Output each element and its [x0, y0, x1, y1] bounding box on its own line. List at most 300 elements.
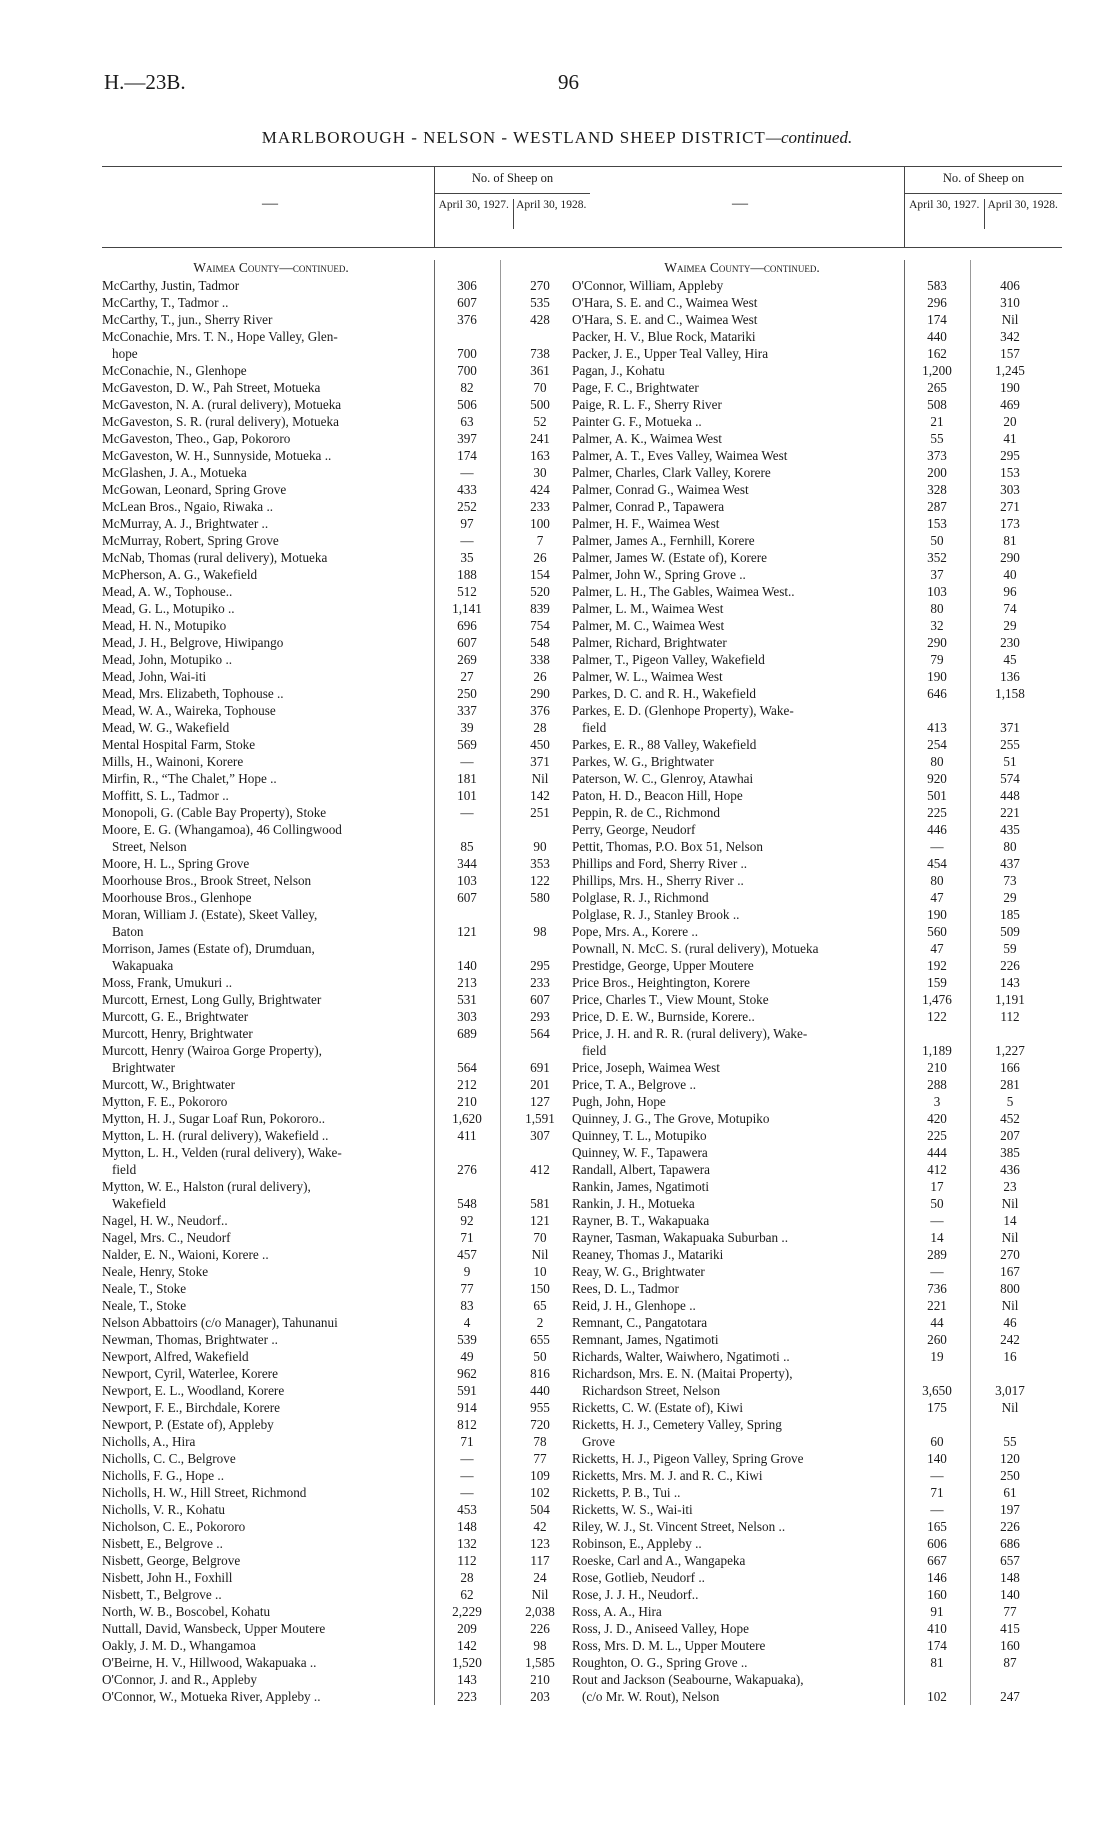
- owner-name: [102, 1178, 424, 1212]
- sheep-count-1927: 47: [930, 890, 944, 905]
- owner-name: [572, 923, 894, 940]
- sheep-count-1928: 142: [530, 788, 550, 803]
- table-row: [572, 1535, 1062, 1552]
- sheep-count-1927: 252: [457, 499, 477, 514]
- sheep-count-1928: 81: [1003, 533, 1017, 548]
- table-row: [102, 515, 590, 532]
- sheep-count-1928: 96: [1003, 584, 1017, 599]
- sheep-count-1927: 14: [930, 1230, 944, 1245]
- owner-name: [572, 600, 894, 617]
- sheep-count-1928: 90: [533, 839, 547, 854]
- table-row: [102, 1365, 590, 1382]
- sheep-count-1928: 290: [530, 686, 550, 701]
- owner-name: [102, 532, 424, 549]
- owner-name-text: Rees, D. L., Tadmor: [572, 1281, 679, 1296]
- owner-name: [102, 940, 424, 974]
- sheep-count-1927: 700: [457, 346, 477, 361]
- table-row: [102, 974, 590, 991]
- table-row: [102, 804, 590, 821]
- sheep-count-1928: Nil: [1001, 1298, 1019, 1313]
- owner-name-text: McGaveston, W. H., Sunnyside, Motueka ..: [102, 448, 332, 463]
- owner-name: [572, 1654, 894, 1671]
- sheep-count-1927: 80: [930, 601, 944, 616]
- sheep-count-1927: 77: [460, 1281, 474, 1296]
- owner-name: [102, 1637, 424, 1654]
- sheep-count-1928: 50: [533, 1349, 547, 1364]
- table-row: [572, 1195, 1062, 1212]
- table-row: [102, 481, 590, 498]
- table-row: [572, 957, 1062, 974]
- sheep-count-1927: 50: [930, 533, 944, 548]
- owner-name-text: Newport, Alfred, Wakefield: [102, 1349, 249, 1364]
- table-row: [102, 719, 590, 736]
- sheep-count-1928: 26: [533, 550, 547, 565]
- sheep-count-1928: 42: [533, 1519, 547, 1534]
- table-row: [102, 1076, 590, 1093]
- sheep-count-header: [904, 167, 1062, 247]
- sheep-count-1927: —: [460, 1485, 474, 1500]
- sheep-count-1927: 3,650: [922, 1383, 952, 1398]
- sheep-count-1927: 60: [930, 1434, 944, 1449]
- sheep-count-1927: 2,229: [452, 1604, 482, 1619]
- owner-name: [572, 651, 894, 668]
- table-row: [572, 413, 1062, 430]
- table-row: [102, 379, 590, 396]
- owner-name-text: Rankin, J. H., Motueka: [572, 1196, 695, 1211]
- sheep-count-1928: 424: [530, 482, 550, 497]
- table-row: [572, 1059, 1062, 1076]
- owner-name: [102, 1620, 424, 1637]
- owner-name-text: Moorhouse Bros., Glenhope: [102, 890, 252, 905]
- sheep-count-1927: 512: [457, 584, 477, 599]
- owner-name-text: O'Beirne, H. V., Hillwood, Wakapuaka ..: [102, 1655, 317, 1670]
- sheep-count-1928: 839: [530, 601, 550, 616]
- table-row: [102, 889, 590, 906]
- owner-name-text: Nagel, Mrs. C., Neudorf: [102, 1230, 231, 1245]
- sheep-count-1927: 81: [930, 1655, 944, 1670]
- owner-name: [102, 1127, 424, 1144]
- table-row: [102, 753, 590, 770]
- right-column-table: [572, 166, 1062, 1705]
- sheep-count-1928: 226: [530, 1621, 550, 1636]
- table-row: [572, 515, 1062, 532]
- sheep-count-1928: 436: [1000, 1162, 1020, 1177]
- owner-name-text: Palmer, Conrad G., Waimea West: [572, 482, 749, 497]
- owner-name: [572, 940, 894, 957]
- owner-name-text: Perry, George, Neudorf: [572, 822, 696, 837]
- table-row: [572, 464, 1062, 481]
- sheep-count-1928: 20: [1003, 414, 1017, 429]
- owner-name: [572, 1025, 894, 1059]
- sheep-count-1928: 242: [1000, 1332, 1020, 1347]
- sheep-count-1928: 5: [1006, 1094, 1014, 1109]
- owner-name: [572, 1348, 894, 1365]
- sheep-count-1927: 143: [457, 1672, 477, 1687]
- table-row: [572, 447, 1062, 464]
- sheep-count-1927: 32: [930, 618, 944, 633]
- owner-name: [572, 1263, 894, 1280]
- owner-name: [102, 991, 424, 1008]
- sheep-count-1928: Nil: [531, 771, 549, 786]
- sheep-count-1928: 247: [1000, 1689, 1020, 1704]
- county-subtitle: Waimea County—continued.: [193, 260, 349, 275]
- table-row: [102, 294, 590, 311]
- sheep-count-1927: 287: [927, 499, 947, 514]
- table-row: [572, 566, 1062, 583]
- sheep-count-1927: 306: [457, 278, 477, 293]
- owner-name: [572, 804, 894, 821]
- owner-name: [102, 396, 424, 413]
- owner-name-text: McGaveston, D. W., Pah Street, Motueka: [102, 380, 321, 395]
- sheep-count-1928: 437: [1000, 856, 1020, 871]
- table-row: [572, 736, 1062, 753]
- sheep-count-1928: 163: [530, 448, 550, 463]
- sheep-count-1927: 564: [457, 1060, 477, 1075]
- owner-name-text: Palmer, A. K., Waimea West: [572, 431, 722, 446]
- owner-name-text: McGowan, Leonard, Spring Grove: [102, 482, 287, 497]
- owner-name: [102, 1263, 424, 1280]
- sheep-count-1928: 361: [530, 363, 550, 378]
- table-row: [102, 1331, 590, 1348]
- sheep-count-1927: 92: [460, 1213, 474, 1228]
- sheep-count-1927: 440: [927, 329, 947, 344]
- sheep-count-1928: 371: [530, 754, 550, 769]
- owner-name: [102, 1144, 424, 1178]
- owner-name-text: Price, Joseph, Waimea West: [572, 1060, 720, 1075]
- sheep-count-1928: 140: [1000, 1587, 1020, 1602]
- table-row: [102, 617, 590, 634]
- owner-name-text: Reay, W. G., Brightwater: [572, 1264, 705, 1279]
- owner-name: [102, 855, 424, 872]
- owner-name: [572, 1569, 894, 1586]
- owner-name: [102, 1348, 424, 1365]
- owner-name: [102, 651, 424, 668]
- sheep-count-1927: 1,476: [922, 992, 952, 1007]
- table-row: [102, 940, 590, 974]
- sheep-count-1927: 1,141: [452, 601, 482, 616]
- table-row: [572, 1144, 1062, 1161]
- sheep-count-1928: 77: [1003, 1604, 1017, 1619]
- sheep-count-1928: 98: [533, 924, 547, 939]
- owner-name-text: McCarthy, T., Tadmor ..: [102, 295, 229, 310]
- table-row: [572, 1127, 1062, 1144]
- owner-name-text: Newport, P. (Estate of), Appleby: [102, 1417, 274, 1432]
- owner-name: [572, 1620, 894, 1637]
- sheep-count-1928: 342: [1000, 329, 1020, 344]
- owner-name-text: Ricketts, C. W. (Estate of), Kiwi: [572, 1400, 744, 1415]
- table-row: [572, 532, 1062, 549]
- sheep-count-1928: Nil: [1001, 312, 1019, 327]
- sheep-count-1928: 1,227: [995, 1043, 1025, 1058]
- table-row: [572, 889, 1062, 906]
- owner-name: [572, 277, 894, 294]
- table-row: [102, 1416, 590, 1433]
- table-row: [102, 311, 590, 328]
- owner-name-text: Palmer, James A., Fernhill, Korere: [572, 533, 755, 548]
- sheep-count-1927: 1,189: [922, 1043, 952, 1058]
- sheep-count-1928: 185: [1000, 907, 1020, 922]
- owner-name-text: Palmer, Richard, Brightwater: [572, 635, 727, 650]
- sheep-count-1928: 59: [1003, 941, 1017, 956]
- table-row: [102, 1110, 590, 1127]
- sheep-count-1928: 73: [1003, 873, 1017, 888]
- owner-name-text: Mirfin, R., “The Chalet,” Hope ..: [102, 771, 277, 786]
- sheep-count-1928: 2: [536, 1315, 544, 1330]
- owner-name: [572, 515, 894, 532]
- owner-name: [102, 736, 424, 753]
- sheep-count-1927: 225: [927, 1128, 947, 1143]
- owner-name: [102, 1501, 424, 1518]
- table-row: [572, 1314, 1062, 1331]
- sheep-count-1927: 17: [930, 1179, 944, 1194]
- owner-name-continuation: hope: [112, 346, 138, 361]
- owner-name: [572, 685, 894, 702]
- owner-name-text: Rankin, James, Ngatimoti: [572, 1179, 709, 1194]
- table-row: [102, 1042, 590, 1076]
- sheep-count-1927: 411: [457, 1128, 477, 1143]
- owner-name-text: Murcott, Ernest, Long Gully, Brightwater: [102, 992, 322, 1007]
- owner-name: [102, 1603, 424, 1620]
- owner-name-text: Mytton, W. E., Halston (rural delivery),: [102, 1179, 311, 1194]
- sheep-count-1928: 504: [530, 1502, 550, 1517]
- owner-name-text: Moorhouse Bros., Brook Street, Nelson: [102, 873, 312, 888]
- table-row: [102, 906, 590, 940]
- sheep-count-1928: 127: [530, 1094, 550, 1109]
- sheep-count-1928: 230: [1000, 635, 1020, 650]
- sheep-count-1928: 41: [1003, 431, 1017, 446]
- sheep-count-1927: 39: [460, 720, 474, 735]
- owner-name: [102, 515, 424, 532]
- table-row: [572, 906, 1062, 923]
- owner-name-text: Newport, E. L., Woodland, Korere: [102, 1383, 285, 1398]
- sheep-count-1928: 16: [1003, 1349, 1017, 1364]
- sheep-count-1927: 736: [927, 1281, 947, 1296]
- table-row: [572, 991, 1062, 1008]
- sheep-count-1928: 3,017: [995, 1383, 1025, 1398]
- sheep-count-1927: 453: [457, 1502, 477, 1517]
- sheep-count-1927: 91: [930, 1604, 944, 1619]
- owner-name-text: McPherson, A. G., Wakefield: [102, 567, 258, 582]
- owner-name: [572, 1297, 894, 1314]
- sheep-count-1927: 413: [927, 720, 947, 735]
- owner-name-continuation: Street, Nelson: [112, 839, 187, 854]
- table-row: [572, 1229, 1062, 1246]
- table-row: [102, 1229, 590, 1246]
- sheep-count-1927: 344: [457, 856, 477, 871]
- table-row: [572, 1178, 1062, 1195]
- owner-name-text: Pugh, John, Hope: [572, 1094, 666, 1109]
- owner-name-text: Palmer, L. H., The Gables, Waimea West..: [572, 584, 795, 599]
- owner-name-text: Mead, A. W., Tophouse..: [102, 584, 233, 599]
- column-header-1927: April 30, 1927.: [905, 199, 985, 229]
- sheep-count-1928: 376: [530, 703, 550, 718]
- sheep-count-1927: 142: [457, 1638, 477, 1653]
- sheep-count-1927: 71: [460, 1434, 474, 1449]
- sheep-count-1927: 103: [927, 584, 947, 599]
- owner-name-text: Pagan, J., Kohatu: [572, 363, 665, 378]
- sheep-count-1928: 26: [533, 669, 547, 684]
- owner-name: [102, 600, 424, 617]
- table-row: [102, 1620, 590, 1637]
- sheep-count-1928: 435: [1000, 822, 1020, 837]
- table-row: [572, 1212, 1062, 1229]
- sheep-count-1928: 2,038: [525, 1604, 555, 1619]
- owner-name-text: Quinney, T. L., Motupiko: [572, 1128, 707, 1143]
- sheep-count-1928: 136: [1000, 669, 1020, 684]
- owner-name: [572, 583, 894, 600]
- table-row: [102, 1382, 590, 1399]
- owner-name-continuation: field: [582, 720, 607, 735]
- sheep-count-1927: 112: [457, 1553, 477, 1568]
- owner-name-text: McGaveston, S. R. (rural delivery), Motueka: [102, 414, 339, 429]
- owner-name-text: Mytton, H. J., Sugar Loaf Run, Pokororo..: [102, 1111, 326, 1126]
- table-row: [102, 1093, 590, 1110]
- owner-name-text: McGlashen, J. A., Motueka: [102, 465, 247, 480]
- table-row: [572, 821, 1062, 838]
- sheep-count-1927: 1,200: [922, 363, 952, 378]
- sheep-count-1927: 35: [460, 550, 474, 565]
- owner-name-text: Reaney, Thomas J., Matariki: [572, 1247, 724, 1262]
- sheep-count-1928: 98: [533, 1638, 547, 1653]
- table-row: [572, 1501, 1062, 1518]
- owner-name-continuation: Grove: [582, 1434, 615, 1449]
- sheep-count-1927: 412: [927, 1162, 947, 1177]
- owner-name-text: Moffitt, S. L., Tadmor ..: [102, 788, 229, 803]
- owner-name-text: O'Hara, S. E. and C., Waimea West: [572, 295, 758, 310]
- sheep-count-1927: 1,520: [452, 1655, 482, 1670]
- sheep-count-1928: 452: [1000, 1111, 1020, 1126]
- table-row: [102, 1552, 590, 1569]
- owner-name-continuation: field: [582, 1043, 607, 1058]
- owner-name-text: Newport, Cyril, Waterlee, Korere: [102, 1366, 278, 1381]
- owner-name-text: Rout and Jackson (Seabourne, Wakapuaka),: [572, 1672, 804, 1687]
- sheep-count-1928: 290: [1000, 550, 1020, 565]
- sheep-count-1928: 1,191: [995, 992, 1025, 1007]
- owner-name: [102, 770, 424, 787]
- owner-name: [572, 413, 894, 430]
- table-row: [102, 600, 590, 617]
- owner-name-text: Price, Charles T., View Mount, Stoke: [572, 992, 769, 1007]
- table-row: [102, 583, 590, 600]
- owner-name-text: Price, T. A., Belgrove ..: [572, 1077, 697, 1092]
- table-row: [572, 770, 1062, 787]
- sheep-count-1928: 150: [530, 1281, 550, 1296]
- owner-name: [572, 770, 894, 787]
- owner-name: [102, 974, 424, 991]
- sheep-count-1927: 121: [457, 924, 477, 939]
- owner-name: [102, 906, 424, 940]
- table-header: [102, 166, 590, 248]
- owner-name: [572, 447, 894, 464]
- owner-name: [572, 1059, 894, 1076]
- owner-name: [572, 1110, 894, 1127]
- owner-name: [102, 634, 424, 651]
- table-row: [572, 362, 1062, 379]
- sheep-count-1927: —: [930, 1213, 944, 1228]
- sheep-count-1928: 509: [1000, 924, 1020, 939]
- owner-name-text: Mytton, L. H., Velden (rural delivery), Wake-: [102, 1145, 342, 1160]
- sheep-count-1927: 337: [457, 703, 477, 718]
- sheep-count-1927: 80: [930, 754, 944, 769]
- table-row: [572, 1365, 1062, 1399]
- sheep-count-1927: 97: [460, 516, 474, 531]
- table-row: [102, 1348, 590, 1365]
- sheep-count-1927: 420: [927, 1111, 947, 1126]
- sheep-count-1928: 233: [530, 499, 550, 514]
- sheep-count-1927: 80: [930, 873, 944, 888]
- owner-name: [102, 379, 424, 396]
- sheep-count-1928: 371: [1000, 720, 1020, 735]
- table-row: [102, 1433, 590, 1450]
- owner-name: [572, 1212, 894, 1229]
- table-row: [102, 1654, 590, 1671]
- sheep-count-1928: 251: [530, 805, 550, 820]
- table-row: [102, 1569, 590, 1586]
- owner-name: [572, 1314, 894, 1331]
- owner-name: [102, 294, 424, 311]
- table-row: [572, 1484, 1062, 1501]
- table-row: [572, 974, 1062, 991]
- owner-name: [572, 1093, 894, 1110]
- table-row: [572, 804, 1062, 821]
- owner-name-text: McMurray, Robert, Spring Grove: [102, 533, 279, 548]
- owner-name: [572, 1501, 894, 1518]
- sheep-count-1928: 564: [530, 1026, 550, 1041]
- owner-name-text: Paterson, W. C., Glenroy, Atawhai: [572, 771, 754, 786]
- sheep-count-1928: 173: [1000, 516, 1020, 531]
- sheep-count-1928: 655: [530, 1332, 550, 1347]
- sheep-count-1928: 45: [1003, 652, 1017, 667]
- sheep-count-1927: —: [460, 754, 474, 769]
- table-row: [102, 1637, 590, 1654]
- owner-name-continuation: Wakefield: [112, 1196, 166, 1211]
- sheep-count-1927: 296: [927, 295, 947, 310]
- owner-name: [102, 566, 424, 583]
- owner-name-text: Nicholls, A., Hira: [102, 1434, 196, 1449]
- table-row: [572, 379, 1062, 396]
- sheep-count-1928: 80: [1003, 839, 1017, 854]
- owner-name: [572, 821, 894, 838]
- sheep-count-1927: 457: [457, 1247, 477, 1262]
- owner-name-text: Rayner, B. T., Wakapuaka: [572, 1213, 710, 1228]
- owner-name: [572, 549, 894, 566]
- owner-name: [102, 1212, 424, 1229]
- sheep-count-1927: 27: [460, 669, 474, 684]
- sheep-count-1928: 281: [1000, 1077, 1020, 1092]
- sheep-count-1928: 353: [530, 856, 550, 871]
- sheep-count-1928: 55: [1003, 1434, 1017, 1449]
- sheep-count-1927: 583: [927, 278, 947, 293]
- sheep-count-1927: 288: [927, 1077, 947, 1092]
- owner-name-text: Quinney, W. F., Tapawera: [572, 1145, 708, 1160]
- owner-name: [572, 430, 894, 447]
- owner-name: [572, 634, 894, 651]
- table-row: [102, 787, 590, 804]
- sheep-count-1927: 79: [930, 652, 944, 667]
- sheep-count-1928: 469: [1000, 397, 1020, 412]
- sheep-count-1927: 21: [930, 414, 944, 429]
- table-row: [572, 311, 1062, 328]
- owner-name-text: Roeske, Carl and A., Wangapeka: [572, 1553, 746, 1568]
- sheep-count-1927: 146: [927, 1570, 947, 1585]
- sheep-count-1927: 212: [457, 1077, 477, 1092]
- owner-name: [102, 1314, 424, 1331]
- owner-name: [102, 1331, 424, 1348]
- owner-name: [102, 1297, 424, 1314]
- header-dash: —: [262, 195, 278, 212]
- sheep-count-1928: Nil: [531, 1247, 549, 1262]
- table-row: [102, 566, 590, 583]
